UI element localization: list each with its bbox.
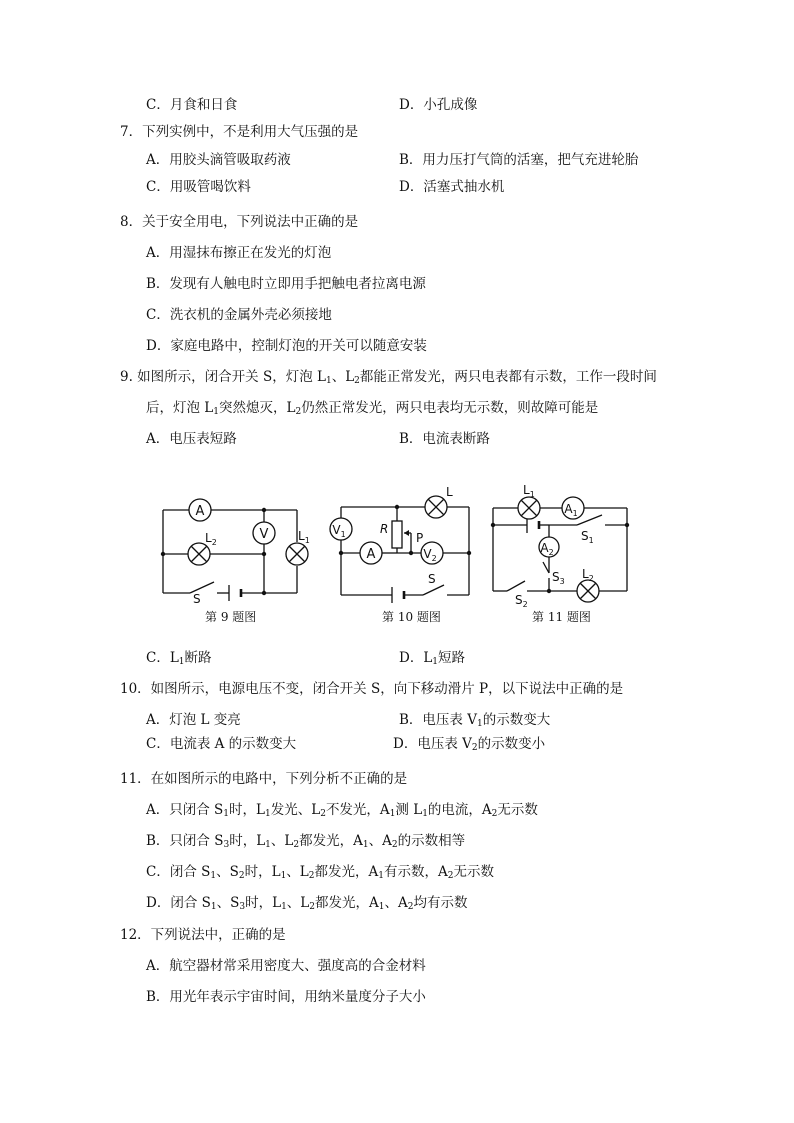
resistor-r-label: R — [380, 522, 389, 536]
q10-stem: 10．如图所示，电源电压不变，闭合开关 S，向下移动滑片 P，以下说法中正确的是 — [120, 681, 624, 697]
q12-stem: 12．下列说法中，正确的是 — [120, 927, 286, 943]
lamp-l-icon — [425, 496, 447, 518]
switch-s-label: S — [193, 592, 201, 606]
q11-option-b: B．只闭合 $S_3$时，$L_1$、$L_2$都发光，$A_1$、$A_2$的示数相等 — [146, 833, 466, 850]
voltmeter-v2-icon — [421, 542, 443, 564]
q7-option-c: C．用吸管喝饮料 — [146, 179, 251, 195]
q11-option-d: D．闭合 $S_1$、$S_3$时，$L_1$、$L_2$都发光，$A_1$、$A_2$均有示数 — [146, 895, 468, 912]
q10-option-c: C．电流表 A 的示数变大 — [146, 736, 297, 752]
q7-option-b: B．用力压打气筒的活塞，把气充进轮胎 — [399, 152, 639, 168]
q9-stem-line1: 9. 如图所示，闭合开关 S，灯泡 $L_1$、$L_2$都能正常发光，两只电表都有示数，工作一段时间 — [120, 369, 657, 386]
lamp-l2-label: $L_2$ — [205, 531, 217, 547]
svg-text:V: V — [259, 527, 269, 542]
q7-option-a: A．用胶头滴管吸取药液 — [146, 152, 291, 168]
ammeter-a1-icon — [562, 497, 584, 519]
q9-option-d: D．$L_1$短路 — [399, 650, 466, 667]
figure-11-circuit — [485, 482, 635, 607]
q8-stem: 8．关于安全用电，下列说法中正确的是 — [120, 214, 359, 230]
lamp-l1-label: $L_1$ — [523, 483, 535, 499]
q10-option-a: A．灯泡 L 变亮 — [146, 712, 241, 728]
rheostat-r-icon — [392, 521, 402, 548]
switch-s2-label: $S_2$ — [515, 593, 528, 607]
lamp-l2-icon — [577, 580, 599, 602]
q10-option-b: B．电压表 $V_1$的示数变大 — [399, 712, 551, 729]
voltmeter-icon — [253, 522, 275, 544]
q7-stem: 7．下列实例中，不是利用大气压强的是 — [120, 124, 359, 140]
q8-option-a: A．用湿抹布擦正在发光的灯泡 — [146, 245, 332, 261]
svg-text:V2: $V_2$ — [423, 547, 437, 563]
ammeter-icon — [360, 542, 382, 564]
q6-option-d: D．小孔成像 — [399, 97, 478, 113]
q10-option-d: D．电压表 $V_2$的示数变小 — [393, 736, 546, 753]
slider-p-label: P — [416, 531, 424, 545]
ammeter-icon — [189, 499, 211, 521]
lamp-l1-label: $L_1$ — [298, 529, 310, 545]
q12-option-a: A．航空器材常采用密度大、强度高的合金材料 — [146, 958, 426, 974]
q12-option-b: B．用光年表示宇宙时间，用纳米量度分子大小 — [146, 989, 426, 1005]
lamp-l2-icon — [188, 543, 210, 565]
q9-option-b: B．电流表断路 — [399, 431, 490, 447]
svg-text:A: A — [195, 504, 205, 519]
figure-10-caption: 第 10 题图 — [382, 610, 441, 624]
q8-option-d: D．家庭电路中，控制灯泡的开关可以随意安装 — [146, 338, 427, 354]
figure-10-circuit — [325, 482, 475, 607]
lamp-l1-icon — [518, 497, 540, 519]
switch-s1-label: $S_1$ — [581, 529, 594, 545]
q8-option-c: C．洗衣机的金属外壳必须接地 — [146, 307, 332, 323]
q7-option-d: D．活塞式抽水机 — [399, 179, 505, 195]
q9-option-c: C．$L_1$断路 — [146, 650, 212, 667]
switch-s3-label: $S_3$ — [552, 570, 565, 586]
q11-stem: 11．在如图所示的电路中，下列分析不正确的是 — [120, 771, 408, 787]
voltmeter-v1-icon — [330, 518, 352, 540]
lamp-l2-label: $L_2$ — [582, 567, 594, 583]
lamp-l1-icon — [286, 543, 308, 565]
q6-option-c: C．月食和日食 — [146, 97, 238, 113]
ammeter-a2-icon — [539, 537, 559, 557]
switch-s-label: S — [428, 572, 436, 586]
q8-option-b: B．发现有人触电时立即用手把触电者拉离电源 — [146, 276, 426, 292]
q11-option-a: A．只闭合 $S_1$时，$L_1$发光、$L_2$不发光，$A_1$测 $L_1$的电流，$A_2$无示数 — [146, 802, 538, 819]
svg-text:A: A — [366, 547, 376, 562]
q9-option-a: A．电压表短路 — [146, 431, 237, 447]
slider-arrow-icon — [404, 530, 409, 536]
figure-9-circuit — [150, 490, 320, 610]
figure-9-caption: 第 9 题图 — [205, 610, 257, 624]
svg-text:A2: $A_2$ — [540, 541, 554, 557]
q9-stem-line2: 后，灯泡 $L_1$突然熄灭，$L_2$仍然正常发光，两只电表均无示数，则故障可能是 — [146, 400, 599, 417]
svg-text:V1: $V_1$ — [332, 523, 346, 539]
lamp-l-label: L — [446, 485, 453, 499]
figure-11-caption: 第 11 题图 — [532, 610, 591, 624]
q11-option-c: C．闭合 $S_1$、$S_2$时，$L_1$、$L_2$都发光，$A_1$有示数，$A_2$无示数 — [146, 864, 494, 881]
svg-text:A1: $A_1$ — [564, 502, 578, 518]
